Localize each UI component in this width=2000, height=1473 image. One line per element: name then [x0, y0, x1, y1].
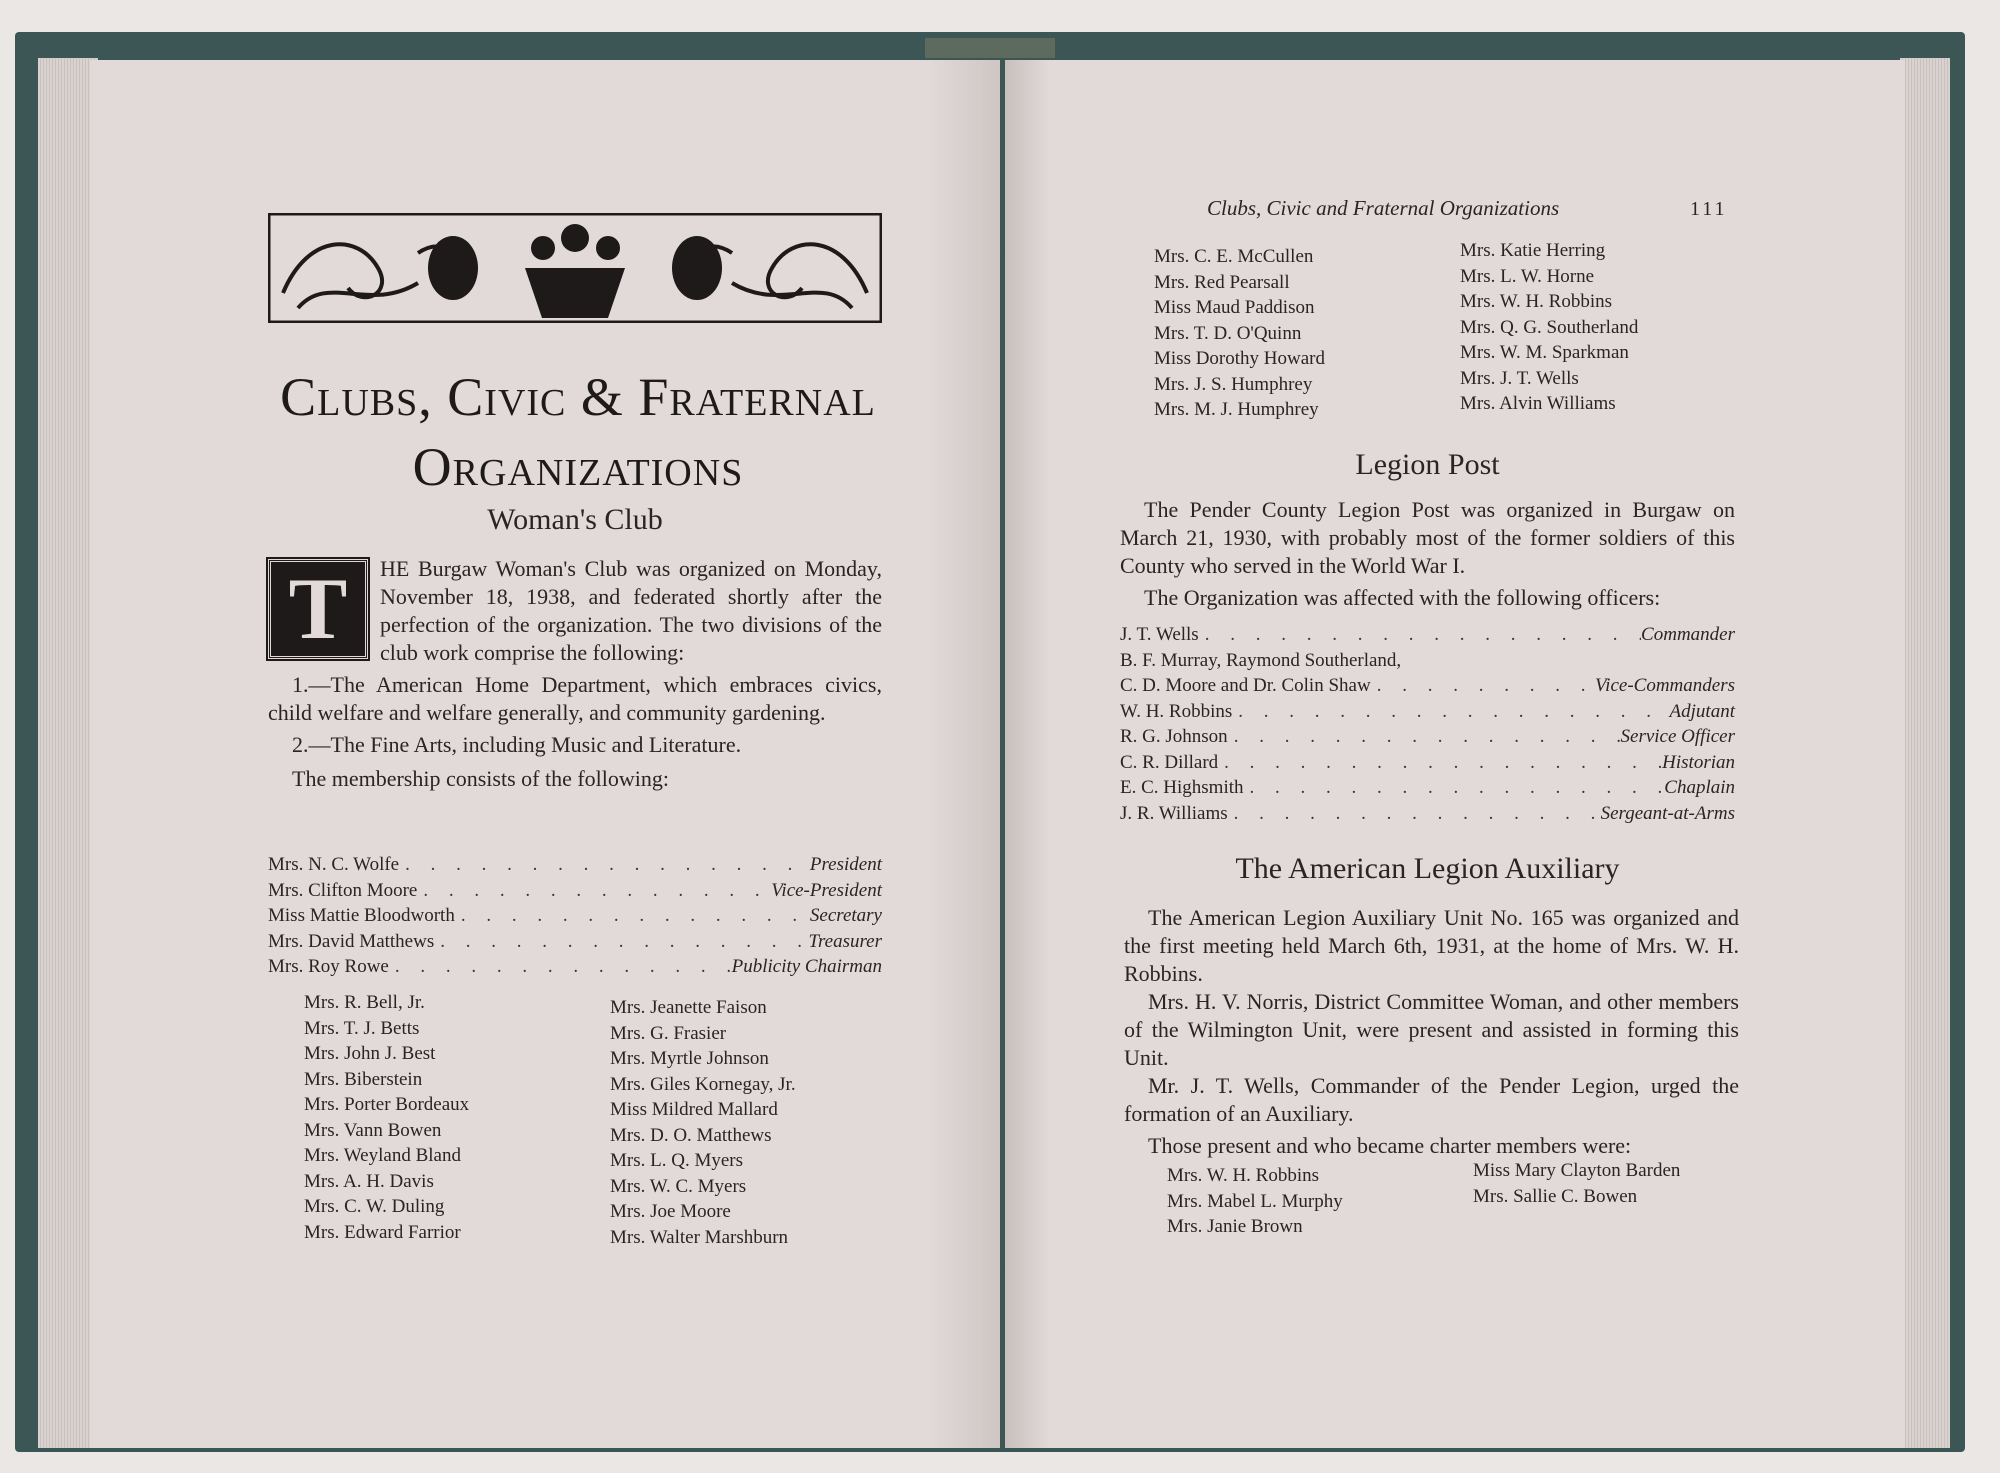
- officer-name: R. G. Johnson: [1120, 726, 1228, 747]
- page-number: 111: [1690, 198, 1728, 220]
- legion-text: [1120, 496, 1735, 612]
- charter-column-2: [1473, 1158, 1680, 1209]
- page-edges-right: [1900, 58, 1950, 1448]
- page-edges-left: [38, 58, 98, 1448]
- member-name: Mrs. Red Pearsall: [1154, 271, 1290, 293]
- member-name: Mrs. Edward Farrior: [304, 1221, 461, 1243]
- legion-officer-row: [1120, 801, 1735, 827]
- member-name: Mrs. A. H. Davis: [304, 1170, 434, 1192]
- legion-officer-row: [1120, 750, 1735, 776]
- officer-row: Mrs. David Matthews . . . Treasurer: [268, 929, 882, 955]
- legion-officers-list: [1120, 622, 1735, 826]
- member-name: Mrs. T. J. Betts: [304, 1017, 420, 1039]
- legion-paragraph-2: The Organization was affected with the following officers:: [1144, 585, 1661, 610]
- book-spine: [925, 38, 1055, 58]
- member-name: Miss Mary Clayton Barden: [1473, 1160, 1681, 1181]
- officer-role: Commander: [1641, 624, 1735, 645]
- officer-role: Historian: [1662, 751, 1735, 773]
- officer-role: Service Officer: [1620, 726, 1735, 747]
- member-name: Mrs. Katie Herring: [1460, 240, 1606, 261]
- members-column-2: [610, 995, 796, 1250]
- member-name: Mrs. C. W. Duling: [304, 1196, 445, 1217]
- member-name: Mrs. J. T. Wells: [1460, 367, 1579, 389]
- officer-name: E. C. Highsmith: [1120, 777, 1244, 798]
- member-name: Mrs. Myrtle Johnson: [610, 1048, 769, 1069]
- member-name: Mrs. Jeanette Faison: [610, 997, 767, 1018]
- member-name: Miss Dorothy Howard: [1154, 348, 1325, 369]
- intro-paragraph: HE Burgaw Woman's Club was organized on Monday, November 18, 1938, and federated shortly after the perfection of the organization. The two divisions of the club work comprise the following:: [380, 556, 882, 665]
- aux-paragraph-2: Mrs. H. V. Norris, District Committee Woman, and other members of the Wilmington Unit, were present and assisted in forming this Unit.: [1124, 989, 1739, 1070]
- legion-officer-row: [1120, 648, 1735, 674]
- member-name: Mrs. Alvin Williams: [1460, 393, 1616, 414]
- legion-officer-row: [1120, 673, 1735, 699]
- membership-intro: The membership consists of the following:: [292, 766, 669, 791]
- member-name: Mrs. G. Frasier: [610, 1022, 727, 1044]
- member-name: Mrs. L. W. Horne: [1460, 265, 1595, 287]
- item-1: 1.—The American Home Department, which embraces civics, child welfare and welfare generally, and community gardening.: [268, 672, 882, 725]
- member-name: Mrs. W. M. Sparkman: [1460, 342, 1629, 363]
- charter-column-1: [1167, 1163, 1343, 1240]
- officer-role: Vice-Commanders: [1594, 675, 1735, 696]
- section-heading-legion-post: Legion Post: [1355, 448, 1500, 481]
- member-name: Mrs. W. H. Robbins: [1460, 291, 1613, 312]
- aux-paragraph-1: The American Legion Auxiliary Unit No. 165 was organized and the first meeting held March 6th, 1931, at the home of Mrs. W. H. Robbins.: [1124, 905, 1739, 986]
- officer-row: Mrs. N. C. Wolfe . . . President: [268, 852, 882, 878]
- member-name: Mrs. Weyland Bland: [304, 1145, 461, 1166]
- officer-row: Mrs. Clifton Moore . . . Vice-President: [268, 878, 882, 904]
- officer-row: Mrs. Roy Rowe . . . Publicity Chairman: [268, 954, 882, 980]
- officer-name: B. F. Murray, Raymond Southerland,: [1120, 649, 1402, 671]
- legion-officer-row: [1120, 699, 1735, 725]
- legion-officer-row: [1120, 724, 1735, 750]
- member-name: Mrs. J. S. Humphrey: [1154, 373, 1313, 395]
- page-title-line1: Clubs, Civic & Fraternal: [280, 367, 876, 427]
- member-name: Mrs. W. H. Robbins: [1167, 1165, 1320, 1186]
- item-2: 2.—The Fine Arts, including Music and Literature.: [292, 732, 742, 757]
- members-column-1: [304, 990, 469, 1245]
- member-name: Mrs. John J. Best: [304, 1043, 436, 1064]
- officer-name: W. H. Robbins: [1120, 700, 1233, 722]
- officer-role: Chaplain: [1664, 777, 1735, 798]
- aux-paragraph-4: Those present and who became charter members were:: [1148, 1133, 1632, 1158]
- officer-row: Miss Mattie Bloodworth . . . Secretary: [268, 903, 882, 929]
- decorative-ornament-icon: [268, 213, 882, 323]
- officer-name: J. T. Wells: [1120, 624, 1199, 645]
- section-heading-auxiliary: The American Legion Auxiliary: [1235, 852, 1620, 885]
- member-name: Mrs. W. C. Myers: [610, 1175, 747, 1197]
- member-name: Mrs. R. Bell, Jr.: [304, 992, 425, 1013]
- member-name: Mrs. T. D. O'Quinn: [1154, 322, 1302, 344]
- member-name: Mrs. L. Q. Myers: [610, 1150, 743, 1171]
- auxiliary-text: [1124, 904, 1739, 1160]
- womans-club-text: [268, 555, 882, 793]
- member-name: Mrs. M. J. Humphrey: [1154, 399, 1319, 420]
- members-column-4: [1460, 238, 1638, 417]
- running-head: Clubs, Civic and Fraternal Organizations: [1207, 196, 1560, 220]
- member-name: Mrs. Giles Kornegay, Jr.: [610, 1073, 796, 1095]
- member-name: Mrs. Joe Moore: [610, 1201, 731, 1222]
- section-heading-womans-club: Woman's Club: [487, 503, 663, 536]
- member-name: Mrs. Porter Bordeaux: [304, 1094, 470, 1115]
- member-name: Mrs. Vann Bowen: [304, 1119, 442, 1141]
- member-name: Miss Maud Paddison: [1154, 297, 1315, 318]
- members-column-3: [1154, 244, 1325, 423]
- member-name: Miss Mildred Mallard: [610, 1099, 778, 1120]
- member-name: Mrs. Biberstein: [304, 1068, 423, 1090]
- officers-list: [268, 852, 882, 980]
- officer-name: C. D. Moore and Dr. Colin Shaw: [1120, 675, 1371, 696]
- member-name: Mrs. Sallie C. Bowen: [1473, 1185, 1638, 1207]
- legion-paragraph-1: The Pender County Legion Post was organized in Burgaw on March 21, 1930, with probably most of the former soldiers of this County who served in the World War I.: [1120, 497, 1735, 578]
- drop-cap: T: [268, 559, 368, 659]
- member-name: Mrs. Q. G. Southerland: [1460, 316, 1639, 338]
- page-title-line2: Organizations: [412, 437, 744, 497]
- officer-name: C. R. Dillard: [1120, 751, 1219, 773]
- member-name: Mrs. Mabel L. Murphy: [1167, 1190, 1343, 1212]
- officer-name: J. R. Williams: [1120, 802, 1228, 824]
- member-name: Mrs. C. E. McCullen: [1154, 246, 1314, 267]
- member-name: Mrs. D. O. Matthews: [610, 1124, 772, 1146]
- aux-paragraph-3: Mr. J. T. Wells, Commander of the Pender Legion, urged the formation of an Auxiliary.: [1124, 1073, 1739, 1126]
- member-name: Mrs. Walter Marshburn: [610, 1226, 789, 1248]
- legion-officer-row: [1120, 775, 1735, 801]
- officer-role: Sergeant-at-Arms: [1600, 802, 1735, 824]
- officer-role: Adjutant: [1669, 700, 1735, 722]
- legion-officer-row: [1120, 622, 1735, 648]
- member-name: Mrs. Janie Brown: [1167, 1216, 1303, 1237]
